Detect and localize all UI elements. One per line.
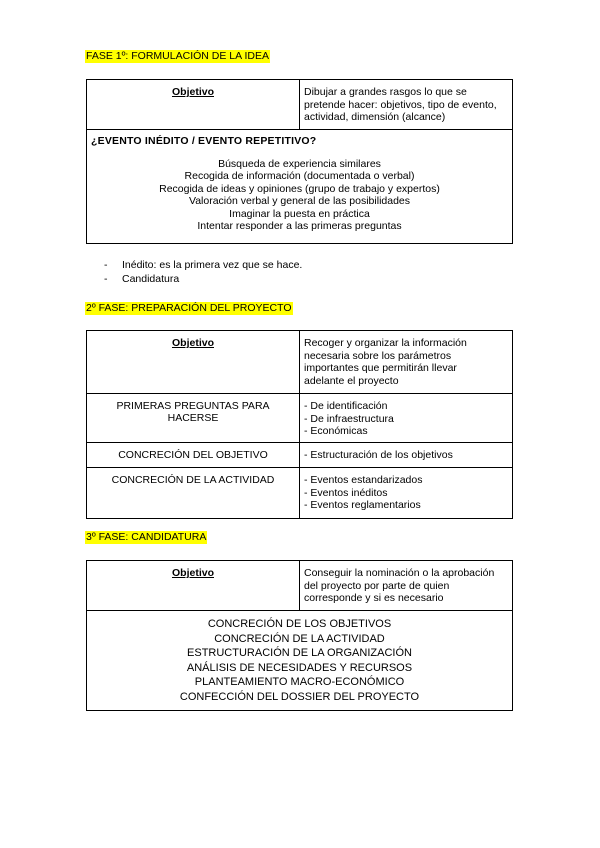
phase2-objective-label-cell (87, 331, 300, 393)
phase2-objective-line: adelante el proyecto (304, 374, 399, 387)
phase2-objective-line: Recoger y organizar la información (304, 337, 467, 349)
phase1-step: Valoración verbal y general de las posibilidades (188, 195, 411, 207)
phase2-row-right-line: - Eventos reglamentarios (304, 499, 421, 511)
phase1-objective-label: Objetivo (171, 86, 214, 98)
phase1-question: ¿EVENTO INÉDITO / EVENTO REPETITIVO? (91, 135, 317, 147)
bullet-item: - Inédito: es la primera vez que se hace. (104, 259, 303, 271)
phase1-objective-row (87, 80, 512, 130)
phase2-row-right-line: - Eventos estandarizados (304, 474, 423, 486)
phase2-row-left (87, 443, 300, 467)
bullet-item: - Candidatura (104, 273, 180, 285)
phase3-item: ESTRUCTURACIÓN DE LA ORGANIZACIÓN (187, 647, 412, 659)
phase2-row-right (300, 443, 512, 467)
phase2-row-objective (87, 443, 512, 468)
phase1-objective-label-cell (87, 80, 300, 129)
phase2-row-right-line: - De identificación (304, 400, 388, 412)
phase3-objective-row (87, 561, 512, 611)
phase1-step: Imaginar la puesta en práctica (229, 207, 370, 220)
phase1-objective-line: actividad, dimensión (alcance) (304, 111, 446, 123)
phase3-objective-line: del proyecto por parte de quien (304, 579, 450, 592)
phase1-objective-text (300, 80, 512, 129)
phase3-item: CONFECCIÓN DEL DOSSIER DEL PROYECTO (179, 690, 420, 703)
bullet-text: Candidatura (122, 273, 180, 285)
phase3-item: CONCRECIÓN DE LOS OBJETIVOS (207, 618, 392, 630)
phase3-table (86, 560, 513, 711)
phase2-row-left-line: HACERSE (167, 412, 219, 424)
phase3-item: CONCRECIÓN DE LA ACTIVIDAD (214, 632, 385, 645)
phase1-steps (87, 148, 512, 233)
phase1-objective-line: pretende hacer: objetivos, tipo de evento, (304, 98, 497, 111)
phase1-step: Intentar responder a las primeras preguntas (197, 220, 402, 232)
phase2-row-right (300, 394, 512, 442)
phase2-row-right (300, 468, 512, 518)
phase2-row-right-line: - De infraestructura (304, 412, 394, 425)
phase1-heading: FASE 1º: FORMULACIÓN DE LA IDEA (86, 50, 269, 62)
phase2-row-right-line: - Eventos inéditos (304, 486, 388, 499)
phase1-objective-line: Dibujar a grandes rasgos lo que se (304, 86, 467, 98)
phase1-step: Recogida de ideas y opiniones (grupo de trabajo y expertos) (159, 182, 440, 195)
phase3-objective-line: corresponde y si es necesario (304, 592, 444, 604)
phase2-row-right-line: - Económicas (304, 425, 368, 437)
phase3-item: PLANTEAMIENTO MACRO-ECONÓMICO (194, 676, 405, 688)
phase2-row-left (87, 468, 300, 518)
phase2-row-left-line: CONCRECIÓN DEL OBJETIVO (118, 449, 268, 461)
phase1-step: Recogida de información (documentada o verbal) (184, 170, 415, 182)
phase2-objective-line: importantes que permitirán llevar (304, 362, 457, 374)
phase3-objective-text (300, 561, 512, 610)
phase2-row-questions (87, 394, 512, 443)
phase1-step: Búsqueda de experiencia similares (218, 157, 381, 170)
phase2-row-right-line: - Estructuración de los objetivos (304, 449, 453, 461)
phase2-objective-row (87, 331, 512, 394)
phase1-table (86, 79, 513, 244)
phase3-items-row (87, 611, 512, 710)
phase3-items (87, 611, 512, 704)
phase2-row-left (87, 394, 300, 442)
phase2-table (86, 330, 513, 519)
phase3-item: ANÁLISIS DE NECESIDADES Y RECURSOS (186, 661, 413, 674)
phase3-objective-label: Objetivo (171, 567, 214, 579)
phase2-row-left-line: CONCRECIÓN DE LA ACTIVIDAD (111, 474, 275, 486)
phase2-heading: 2º FASE: PREPARACIÓN DEL PROYECTO (86, 302, 292, 314)
phase2-objective-label: Objetivo (171, 337, 214, 349)
phase3-objective-line: Conseguir la nominación o la aprobación (304, 567, 495, 579)
phase2-objective-text (300, 331, 512, 393)
phase2-row-activity (87, 468, 512, 518)
phase2-objective-line: necesaria sobre los parámetros (304, 349, 452, 362)
bullet-text: Inédito: es la primera vez que se hace. (122, 259, 303, 271)
phase2-row-left-line: PRIMERAS PREGUNTAS PARA (116, 400, 270, 412)
phase1-bullet-list (104, 258, 302, 286)
phase1-question-row (87, 130, 512, 243)
phase3-objective-label-cell (87, 561, 300, 610)
phase3-heading: 3º FASE: CANDIDATURA (86, 531, 207, 543)
